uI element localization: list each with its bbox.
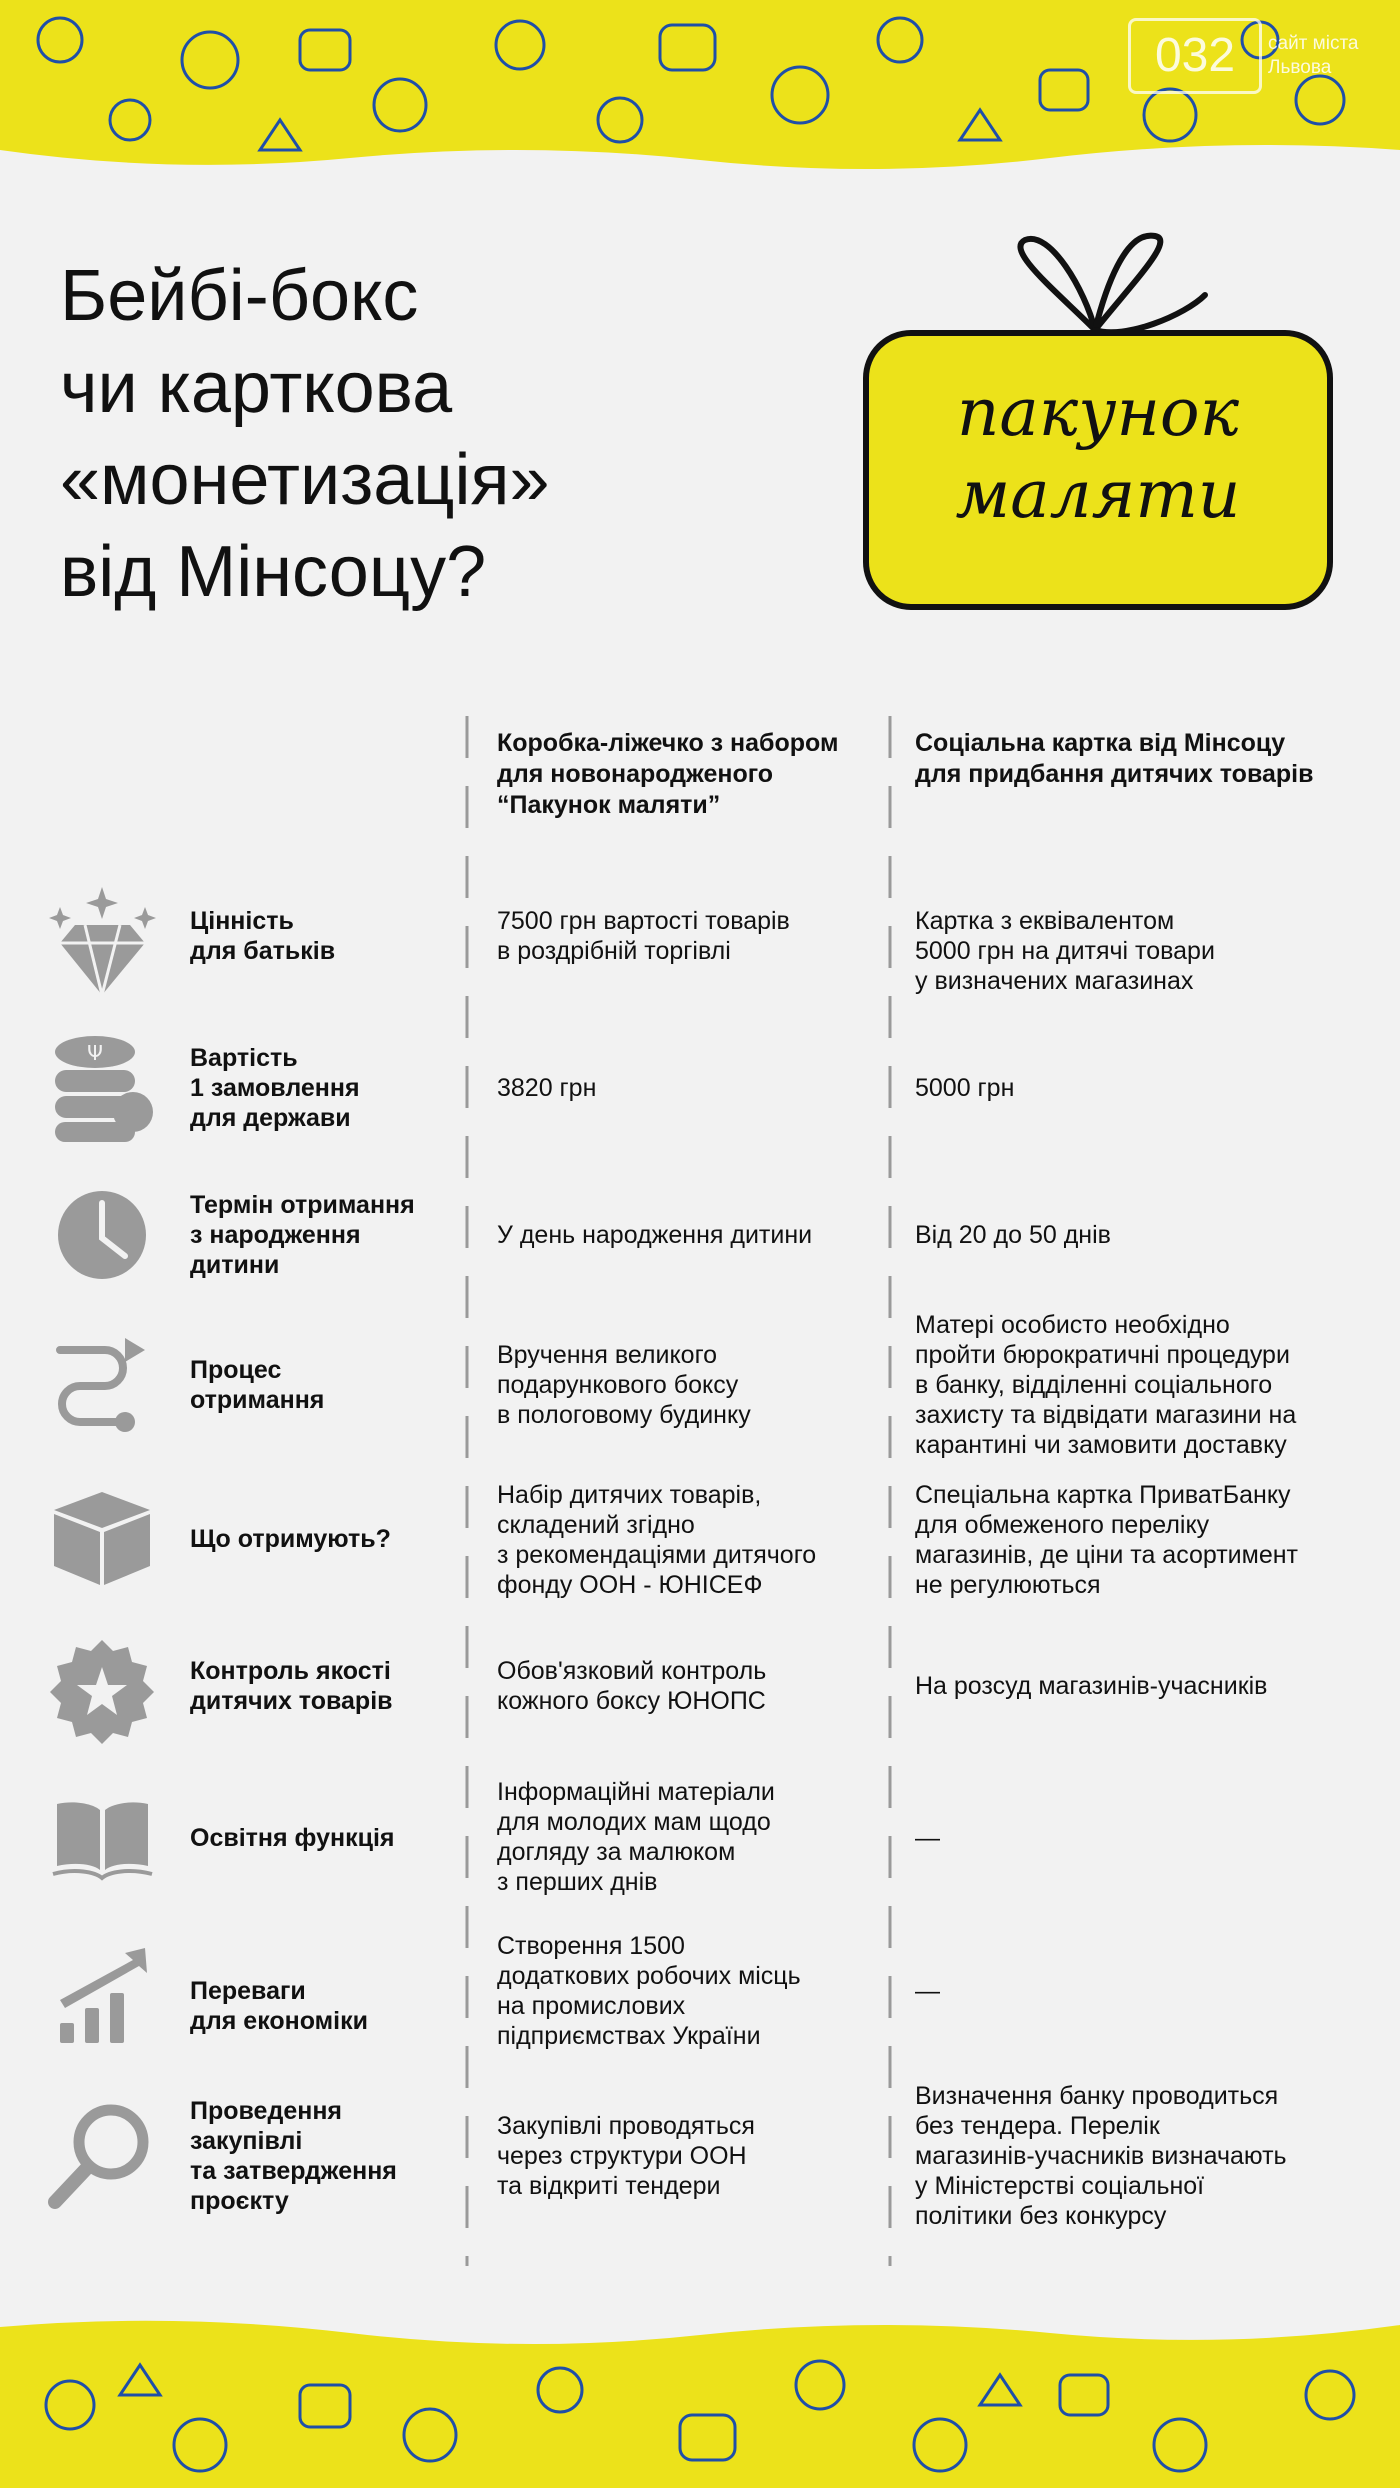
coins-icon	[45, 1030, 160, 1145]
quality-badge-icon	[45, 1635, 160, 1750]
box-cell: Обов'язковий контроль кожного боксу ЮНОПС	[497, 1657, 767, 1715]
box-cell: Створення 1500 додаткових робочих місць на промислових підприємствах України	[497, 1932, 801, 2050]
row-label: Переваги для економіки	[190, 1977, 369, 2035]
column-header-box: Коробка-ліжечко з набором для новонародженого “Пакунок маляти”	[497, 729, 839, 819]
route-icon	[45, 1330, 160, 1445]
site-watermark	[1128, 18, 1398, 98]
pakunok-logo	[855, 230, 1335, 620]
row-label: Контроль якості дитячих товарів	[190, 1657, 393, 1715]
box-cell: Інформаційні матеріали для молодих мам щодо догляду за малюком з перших днів	[497, 1778, 775, 1896]
top-pattern-band	[0, 0, 1400, 175]
open-box-icon	[45, 1480, 160, 1595]
box-cell: Вручення великого подарункового боксу в пологовому будинку	[497, 1341, 751, 1429]
magnifier-icon	[45, 2098, 160, 2213]
box-cell: 3820 грн	[497, 1074, 597, 1102]
card-cell: Спеціальна картка ПриватБанку для обмеженого переліку магазинів, де ціни та асортимент не регулюються	[915, 1481, 1298, 1599]
row-label: Проведення закупівлі та затвердження проєкту	[190, 2097, 397, 2215]
book-icon	[45, 1782, 160, 1897]
page-title: Бейбі-бокс чи карткова «монетизація» від Мінсоцу?	[60, 256, 550, 612]
card-cell: Картка з еквівалентом 5000 грн на дитячі товари у визначених магазинах	[915, 907, 1215, 995]
watermark-text: сайт міста Львова	[1268, 33, 1359, 78]
card-cell: На розсуд магазинів-учасників	[915, 1672, 1268, 1700]
box-cell: Набір дитячих товарів, складений згідно з рекомендаціями дитячого фонду ООН - ЮНІСЕФ	[497, 1481, 817, 1599]
growth-chart-icon	[45, 1938, 160, 2053]
row-label: Освітня функція	[190, 1824, 395, 1852]
card-cell: Від 20 до 50 днів	[915, 1221, 1111, 1249]
row-label: Вартість 1 замовлення для держави	[190, 1044, 360, 1132]
row-label: Цінність для батьків	[190, 907, 336, 965]
card-cell: —	[915, 1824, 940, 1852]
box-cell: 7500 грн вартості товарів в роздрібній торгівлі	[497, 907, 790, 965]
column-header-card: Соціальна картка від Мінсоцу для придбання дитячих товарів	[915, 729, 1314, 788]
row-label: Термін отримання з народження дитини	[190, 1191, 415, 1279]
column-divider	[465, 716, 469, 2266]
row-label: Процес отримання	[190, 1356, 325, 1414]
card-cell: Визначення банку проводиться без тендера. Перелік магазинів-учасників визначають у Міністерстві соціальної політики без конкурсу	[915, 2082, 1287, 2230]
card-cell: Матері особисто необхідно пройти бюрократичні процедури в банку, відділенні соціального захисту та відвідати магазини на карантині чи замовити доставку	[915, 1311, 1297, 1459]
logo-text: пакунок маляти	[955, 374, 1241, 533]
box-cell: У день народження дитини	[497, 1221, 813, 1249]
baby-doodle-pattern	[0, 2305, 1400, 2488]
box-cell: Закупівлі проводяться через структури ООН та відкриті тендери	[497, 2112, 755, 2200]
row-label: Що отримують?	[190, 1525, 391, 1553]
card-cell: 5000 грн	[915, 1074, 1015, 1102]
card-cell: —	[915, 1977, 940, 2005]
svg-text:Ψ: Ψ	[87, 1041, 103, 1065]
clock-icon	[45, 1178, 160, 1293]
diamond-icon	[45, 885, 160, 1000]
watermark-number: 032	[1128, 18, 1262, 94]
bottom-pattern-band	[0, 2305, 1400, 2488]
